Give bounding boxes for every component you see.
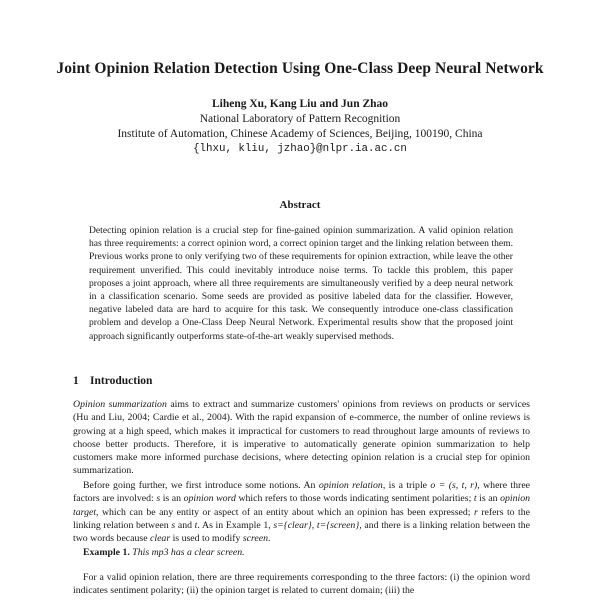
example-label: Example 1.: [83, 547, 130, 558]
section-heading-introduction: [73, 375, 152, 387]
section-number: 1: [73, 375, 79, 387]
term-opinion-target: opinion target: [73, 493, 530, 518]
text-run: Before going further, we first introduce some notions. An: [83, 480, 319, 491]
text-run: and: [175, 519, 195, 531]
affiliation-lab: National Laboratory of Pattern Recognition: [199, 113, 401, 125]
author-names: Liheng Xu, Kang Liu and Jun Zhao: [211, 98, 389, 110]
term-opinion-word: opinion word: [183, 493, 236, 505]
author-emails: {lhxu, kliu, jzhao}@nlpr.ia.ac.cn: [193, 143, 407, 155]
text-run: , which can be any entity or aspect of an entity about which an opinion has been expressed;: [96, 506, 474, 518]
text-run: which refers to those words indicating sentiment polarities;: [235, 493, 474, 505]
section-title: Introduction: [90, 375, 153, 387]
paper-title: Joint Opinion Relation Detection Using One-Class Deep Neural Network: [56, 60, 544, 77]
intro-paragraph-2: [73, 479, 530, 545]
term-screen: screen: [242, 533, 269, 545]
math-triple: o = (s, t, r): [430, 480, 478, 491]
math-var: t: [194, 519, 198, 531]
term-opinion-relation: opinion relation: [318, 480, 383, 491]
paragraph-text: aims to extract and summarize customers' opinions from reviews on products or services (Hu and Liu, 2004; Cardie et al., 2004). With the rapid expansion of e-commerce, the number of online reviews is growing at a high speed, which makes it impractical for customers to read throughout large amounts of reviews to choose better products. Therefore, it is imperative to automatically generate opinion summarization to help customers make more informed purchase decisions, where detecting opinion relation is a crucial step for opinion summarization.: [73, 399, 530, 477]
author-block: [0, 97, 600, 157]
text-run: .: [268, 533, 271, 545]
text-run: , where three factors are involved:: [73, 480, 531, 505]
math-var: s: [171, 519, 176, 531]
text-run: , and there is a linking relation between the two words because: [73, 519, 530, 545]
text-run: is used to modify: [170, 533, 243, 545]
text-run: , is a triple: [382, 480, 431, 491]
intro-paragraph-3: For a valid opinion relation, there are three requirements corresponding to the three factors: (i) the opinion word indicates sentiment polarity; (ii) the opinion target is related to current domain; (iii) the: [73, 572, 530, 597]
intro-paragraph-1: [73, 398, 530, 478]
text-run: is an: [160, 493, 184, 505]
term-clear: clear: [150, 533, 171, 545]
text-run: is an: [476, 493, 501, 505]
math-var: t: [473, 493, 477, 505]
math-var: s: [156, 493, 161, 505]
math-sets: s={clear}, t={screen}: [273, 519, 360, 531]
math-var: r: [473, 506, 478, 518]
example-sentence: This mp3 has a clear screen.: [132, 547, 245, 558]
abstract-text: Detecting opinion relation is a crucial step for fine-gained opinion summarization. A valid opinion relation has three requirements: a correct opinion word, a correct opinion target and the linking relation between them. Previous works prone to only verifying two of these requirements for opinion extraction, while leave the other requirement unverified. This could inevitably introduce noise terms. To tackle this problem, this paper proposes a joint approach, where all three requirements are simultaneously verified by a deep neural network in a classification scenario. Some seeds are provided as positive labeled data for the classifier. However, negative labeled data are hard to acquire for this task. We consequently introduce one-class classification problem and develop a One-Class Deep Neural Network. Experimental results show that the proposed joint approach significantly outperforms state-of-the-art weakly supervised methods.: [89, 225, 513, 342]
abstract-heading: Abstract: [279, 199, 321, 211]
affiliation-institute: Institute of Automation, Chinese Academy of Sciences, Beijing, 100190, China: [117, 128, 483, 140]
example-1: [83, 546, 530, 559]
text-run: refers to the linking relation between: [73, 506, 530, 531]
term-opinion-summarization: Opinion summarization: [73, 399, 167, 410]
text-run: . As in Example 1,: [197, 519, 274, 531]
